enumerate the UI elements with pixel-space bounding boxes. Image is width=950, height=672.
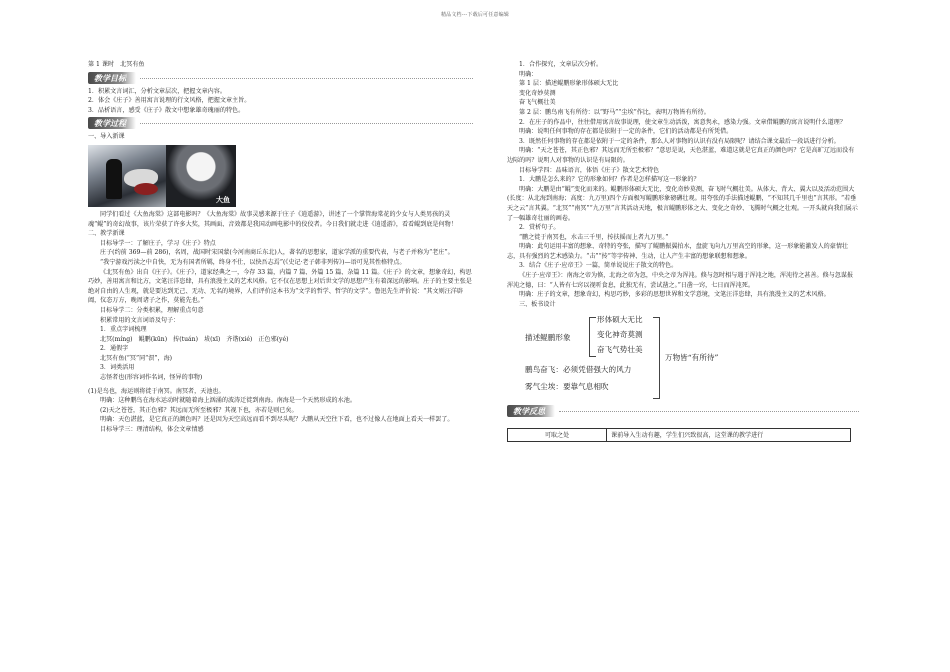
section-process-banner [88, 115, 473, 132]
answer-line: 明确：这种鹏鸟在海水运动时就随着海上汹涌的波涛迁徙到南海。南海是一个天然形成的水池。 [100, 397, 356, 405]
reflection-table [507, 428, 851, 442]
guide-heading: 目标导学四：品味语言，体悟《庄子》散文艺术特色 [519, 166, 660, 174]
board-item: 变化神奇莫测 [597, 330, 643, 340]
step-heading: 三、板书设计 [519, 300, 556, 308]
section-rule [140, 78, 473, 79]
book-paragraph: 《北冥有鱼》出自《庄子》。《庄子》，道家经典之一，今存 33 篇，内篇 7 篇、外篇 15 篇、杂篇 11 篇。《庄子》的文章，想象奇幻，构思巧妙，善用寓言和比方，文笔汪洋恣肆，具有浪漫主义的艺术风格。它不仅在思想上对后世文学的思想产生有着深远的影响。庄子的主要主张是绝对自由的人生观，就是要达到无己、无功、无名的境界，人们评价这本书为“文学的哲学、哲学的文学”。鲁迅先生评价说：“其文则汪洋辟阖，仪态万方，晚周诸子之作，莫能先也。” [88, 268, 472, 305]
section-goals-title: 教学目标 [88, 72, 136, 84]
answer-line: 明确：天色湛蓝，是它真正的颜色吗？还是因为天空高远而看不到尽头呢？大鹏从天空往下看，也不过像人在地面上看天一样罢了。 [100, 416, 454, 424]
top-bracket-frame [589, 317, 596, 357]
section-reflect-banner [507, 403, 859, 420]
guide-heading: 目标导学三：理清结构，体会文章情感 [100, 426, 204, 434]
goal-item: 3．品析语言，感受《庄子》散文中想象雄奇瑰丽的特色。 [88, 106, 245, 114]
text-line: 3．结合《庄子·应帝王》一篇，简单说说庄子散文的特色。 [519, 262, 678, 270]
right-column [507, 60, 859, 442]
text-line: 2．在庄子的作品中，往往借用寓言故事说理，使文章生动活泼，寓意隽永，感染力强。文章借鲲鹏的寓言说明什么道理？ [519, 118, 846, 126]
board-left-label: 描述鲲鹏形象 [525, 333, 571, 343]
section-rule [140, 123, 473, 124]
text-line: 明确：大鹏是由“鲲”变化而来的。鲲鹏形体硕大无比，变化奇妙莫测，奋飞时气概壮美。从体大、背大、翼大以及活动范围大(长度：从北海到南海；高度：九万里)四个方面极写鲲鹏形象磅礴壮观。用夸张的手法描述鲲鹏，“不知其几千里也”言其形。“若垂天之云”言其翼。“北冥”“南冥”“九万里”言其活动天地，极言鲲鹏形体之大、变化之奇妙、飞腾时气概之壮观。一开头就向我们展示了一幅雄奇壮丽的画卷。 [507, 185, 858, 222]
bio-paragraph: 庄子(约前 369—前 286)，名周，战国时宋国蒙(今河南商丘东北)人，著名的思想家，道家学派的重要代表，与老子并称为“老庄”。 [100, 249, 454, 257]
section-reflect-title: 教学反思 [507, 405, 555, 417]
blackboard-design [507, 313, 837, 401]
question-line: (1)是鸟也，海运则将徙于南冥。南冥者，天池也。 [88, 387, 225, 395]
step-heading: 一、导入新课 [88, 133, 125, 141]
movie-illustration [88, 145, 236, 207]
text-line: 3．既然任何事物的存在都是依附于一定的条件，那么人对事物的认识有没有局限呢？请结合课文最后一段话进行分析。 [519, 137, 840, 145]
section-goals-banner [88, 70, 473, 87]
text-line: 2．赏析句子。 [519, 224, 560, 232]
table-cell: 课前导入生动有趣，学生们兴致很高，这堂课的教学进行 [607, 429, 851, 442]
left-column [88, 60, 473, 435]
text-line: 明确：庄子的文章，想象奇幻，构思巧妙，多彩的思想世界和文学意境，文笔汪洋恣肆，具有浪漫主义的艺术风格。 [519, 291, 830, 299]
section-process-title: 教学过程 [88, 117, 136, 129]
goal-item: 2．体会《庄子》善用寓言说理的行文风格，把握文章主旨。 [88, 97, 251, 105]
question-line: (2)天之苍苍，其正色邪？其远而无所至极邪？其视下也，亦若是则已矣。 [100, 406, 298, 414]
board-item: 形体硕大无比 [597, 315, 643, 325]
text-line: 北冥有鱼(“冥”同“溟”，海) [100, 354, 173, 362]
lesson-title: 第 1 课时 北冥有鱼 [88, 61, 145, 68]
text-line: 1．大鹏是怎么来的？它的形象如何？作者是怎样描写这一形象的？ [519, 176, 700, 184]
board-item: 奋飞气势壮美 [597, 345, 643, 355]
section-rule [559, 411, 859, 412]
guide-heading: 目标导学一：了解庄子，学习《庄子》特点 [100, 239, 216, 247]
text-line: 明确：说明任何事物的存在都是依附于一定的条件，它们的活动都是有所凭借。 [519, 128, 733, 136]
right-bracket-frame [653, 317, 660, 399]
board-item: 鹏鸟奋飞：必须凭借强大的风力 [525, 365, 632, 375]
board-conclusion: 万物皆“有所待” [665, 353, 719, 363]
text-line: 1．合作探究，文章层次分析。 [519, 61, 603, 68]
guide-heading: 目标导学二：分类积累，理解重点句意 [100, 306, 204, 314]
text-line: 志怪者也(形容词作名词，怪异的事物) [100, 374, 203, 382]
text-line: 明确：此句运用丰富的想象、奇特的夸张，描写了鲲鹏振翼拍水，盘旋飞向九万里高空的形象，这一形象能激发人的豪情壮志，具有强烈的艺术感染力。“击”“抟”等字传神、生动，让人产生丰富的想象联想和想象。 [507, 243, 849, 260]
step-heading: 二、教学新课 [88, 230, 125, 238]
red-fish-shape [134, 183, 158, 195]
text-line: 明确：“天之苍苍，其正色邪？其远而无所至极邪？”意思是说，天色湛蓝，难道这就是它真正的颜色吗？它是高旷辽远而没有边际的吗？说明人对事物的认识是有局限的。 [507, 147, 855, 164]
text-line: 《庄子·应帝王》：南海之帝为倏，北海之帝为忽，中央之帝为浑沌。倏与忽时相与遇于浑沌之地，浑沌待之甚善。倏与忽谋报浑沌之德，曰：“人皆有七窍以视听食息，此独无有，尝试凿之。”日凿一窍，七日而浑沌死。 [507, 272, 854, 289]
text-line: “鹏之徙于南冥也，水击三千里，抟扶摇而上者九万里。” [519, 233, 669, 241]
text-line: 第 2 层：鹏鸟南飞有所待：以“野马”“尘埃”作比，表明万物皆有所待。 [519, 108, 710, 116]
table-cell: 可取之处 [508, 429, 607, 442]
text-line: 1．重点字词梳理 [100, 326, 147, 334]
text-line: 3．词类活用 [100, 364, 135, 372]
page-header: 精品文档---下载后可任意编辑 [440, 12, 510, 18]
text-line: 2．通假字 [100, 345, 129, 353]
text-line: 积累常用的文言词语及句子： [100, 316, 180, 324]
movie-logo: 大鱼 [216, 194, 230, 204]
table-row [508, 429, 851, 442]
text-line: 奋飞气概壮美 [519, 99, 556, 107]
text-line: 北冥(míng) 鲲鹏(kūn) 抟(tuán) 坺(xī) 齐谐(xié) 正色邪(yé) [100, 335, 289, 343]
figure-silhouette [106, 159, 122, 199]
goal-item: 1．积累文言词汇，分析文章层次，把握文章内容。 [88, 87, 226, 95]
intro-paragraph: 同学们看过《大鱼海棠》这部电影吗？《大鱼海棠》故事灵感来源于庄子《逍遥游》，讲述了一个掌管海棠花的少女与人类男孩的灵魂“鲲”的奇幻故事，该片荣获了许多大奖，其画面、音效都是我国动画电影中的佼佼者。今日我们就走进《逍遥游》，看看鲲到底是何物！ [88, 210, 457, 228]
quote-paragraph: “我宁游戏污渎之中自快，无为有国者所羁，终身不仕，以快吾志焉”(《史记·老子韩非列传》)—语可见其性格特点。 [100, 258, 406, 266]
text-line: 变化奇妙莫测 [519, 89, 556, 97]
board-item: 雾气尘埃：要靠气息相吹 [525, 382, 609, 392]
text-line: 第 1 层：描述鲲鹏形象形体硕大无比 [519, 80, 619, 88]
text-line: 明确： [519, 70, 538, 78]
